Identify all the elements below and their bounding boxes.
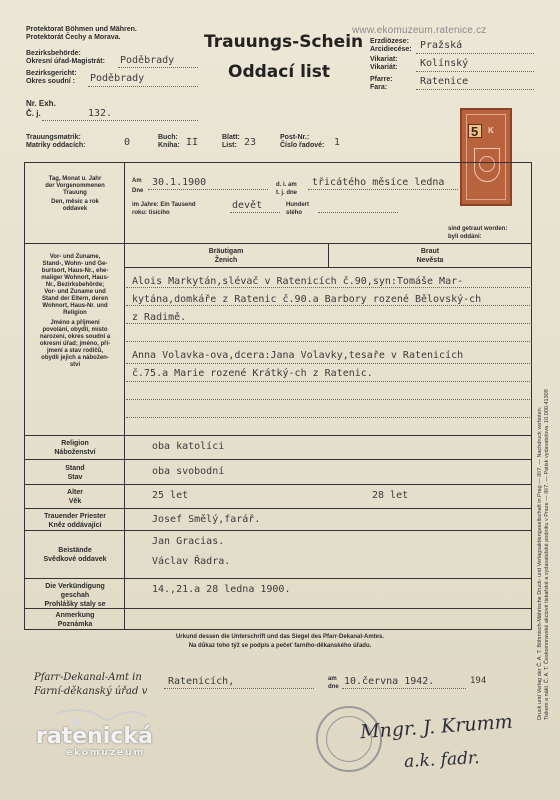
blatt-label-de: Blatt: bbox=[222, 134, 240, 141]
bride-age-value: 28 let bbox=[372, 490, 409, 501]
protektorat-de: Protektorat Böhmen und Mähren. bbox=[26, 26, 137, 33]
zeugen-label: Beistände Svědkové oddavek bbox=[43, 547, 107, 563]
anmerkung-label: Anmerkung Poznámka bbox=[55, 612, 95, 628]
footer-date-value: 10.června 1942. bbox=[344, 676, 435, 687]
groom-line-3: z Radimě. bbox=[132, 312, 187, 323]
am-footer-label: am bbox=[328, 676, 337, 682]
signature-priest: Mngr. J. Krumm bbox=[359, 710, 514, 744]
stamp-unit: K bbox=[488, 126, 494, 135]
protektorat-cz: Protektorát Čechy a Morava. bbox=[26, 34, 121, 41]
urkund-de: Urkund dessen die Unterschrift und das Siegel des Pfarr-Dekanal-Amtes. bbox=[175, 634, 385, 640]
matrik-label-cz: Matriky oddacích: bbox=[26, 142, 86, 149]
erzdioezese-underline bbox=[416, 53, 534, 54]
gericht-underline bbox=[88, 86, 198, 87]
witness-1: Jan Gracias. bbox=[152, 536, 225, 547]
erzdioezese-de: Erzdiözese: bbox=[370, 38, 409, 45]
groom-line-1: Alois Markytán,slévač v Ratenicích č.90,syn:Tomáše Mar- bbox=[132, 276, 464, 287]
date-section-label: Tag, Monat u. Jahr der Vorgenommenen Trauung Den, měsíc a rok oddavek bbox=[45, 176, 105, 212]
amt-label-de: Pfarr-Dekanal-Amt in bbox=[34, 672, 142, 683]
verkuendigung-value: 14.,21.a 28 ledna 1900. bbox=[152, 584, 291, 595]
religion-label: Religion Náboženství bbox=[54, 440, 96, 456]
alter-label: Alter Věk bbox=[67, 489, 83, 505]
im-jahre-cz: roku: tisícího bbox=[132, 210, 170, 216]
priester-label: Trauender Priester Kněz oddávající bbox=[44, 513, 106, 529]
getraut-de: sind getraut worden: bbox=[448, 226, 508, 232]
pfarre-underline bbox=[416, 89, 534, 90]
am-label: Am bbox=[132, 178, 142, 184]
logo-line-2: ekomuzeum bbox=[66, 748, 145, 758]
buch-label-cz: Kniha: bbox=[158, 142, 180, 149]
urkund-cz: Na důkaz toho týž se podpis a pečeť farního-děkanského úřadu. bbox=[188, 643, 372, 649]
religion-value: oba katolíci bbox=[152, 441, 225, 452]
exh-underline bbox=[42, 120, 198, 121]
website-watermark: www.ekomuzeum.ratenice.cz bbox=[352, 25, 487, 36]
marriage-date-value: 30.1.1900 bbox=[152, 177, 207, 188]
ratenice-logo bbox=[36, 704, 186, 762]
behoerde-label-cz: Okresní úřad-Magistrát: bbox=[26, 58, 105, 65]
hundert-de: Hundert bbox=[286, 202, 309, 208]
vikariat-cz: Vikariát: bbox=[370, 64, 398, 71]
vikariat-underline bbox=[416, 71, 534, 72]
gericht-label-de: Bezirksgericht: bbox=[26, 70, 77, 77]
buch-value: II bbox=[186, 137, 199, 148]
blatt-value: 23 bbox=[244, 137, 257, 148]
behoerde-value: Poděbrady bbox=[120, 55, 175, 66]
pfarre-value: Ratenice bbox=[420, 76, 469, 87]
gericht-value: Poděbrady bbox=[90, 73, 145, 84]
parties-label: Vor- und Zuname, Stand-, Wohn- und Ge- burtsort, Haus-Nr., ehe- maliger Wohnort, Haus- Nr., Bezirksbehörde; Vor- und Zuname und Stand der Eltern, deren Wohnort, Haus-Nr. und Religion Jméno a příjmení povolání, obydlí, místo narození, okres soudní a okresní úřad; jméno, pří- jmení a stav rodičů, obydlí jejich a nábožen- ství bbox=[39, 254, 111, 368]
d-i-am-label: d. i. am bbox=[276, 182, 297, 188]
vikariat-value: Kolínský bbox=[420, 58, 469, 69]
post-value: 1 bbox=[334, 137, 341, 148]
pfarre-cz: Fara: bbox=[370, 84, 388, 91]
signature-suffix: a.k. fadr. bbox=[403, 748, 481, 772]
erzdioezese-value: Pražská bbox=[420, 40, 463, 51]
erzdioezese-cz: Arcidiecése: bbox=[370, 46, 412, 53]
vikariat-de: Vikariat: bbox=[370, 56, 398, 63]
behoerde-label-de: Bezirksbehörde: bbox=[26, 50, 81, 57]
getraut-cz: byli oddáni: bbox=[448, 234, 482, 240]
groom-line-2: kytána,domkáře z Ratenic č.90.a Barbory rozené Bělovský-ch bbox=[132, 294, 482, 305]
blatt-label-cz: List: bbox=[222, 142, 237, 149]
exh-label-de: Nr. Exh. bbox=[26, 99, 56, 108]
im-jahre-de: im Jahre: Ein Tausend bbox=[132, 202, 196, 208]
witness-2: Václav Řadra. bbox=[152, 556, 231, 567]
logo-line-1: ratenická bbox=[36, 724, 153, 749]
post-label-cz: Číslo řadové: bbox=[280, 142, 325, 149]
priester-value: Josef Smělý,farář. bbox=[152, 514, 261, 525]
groom-header-cz: Ženich bbox=[214, 257, 238, 264]
printer-imprint: Druck und Verlag der Č. A. T. Böhmisch-Mährische Druck- und Verlagsaktiengesellschaft in Prag — III/7. — Nachdruck verboten. Tiskem a nákl. Č. A. T. Českomoravské akciové tiskařské a vydavatelské podniku v Praze — III/7. — Patisk vydavatelova. 10.000.41309 bbox=[537, 389, 550, 720]
year-suffix: 194 bbox=[470, 676, 487, 686]
year-words-value: devět bbox=[232, 200, 263, 211]
pfarre-de: Pfarre: bbox=[370, 76, 393, 83]
post-label-de: Post-Nr.: bbox=[280, 134, 310, 141]
t-j-dne-label: t. j. dne bbox=[276, 190, 297, 196]
matrik-label-de: Trauungsmatrik: bbox=[26, 134, 81, 141]
bride-header-de: Braut bbox=[420, 248, 440, 255]
dne-label: Dne bbox=[132, 188, 144, 194]
title-de: Trauungs-Schein bbox=[204, 32, 364, 52]
bride-line-1: Anna Volavka-ova,dcera:Jana Volavky,tesaře v Ratenicích bbox=[132, 350, 464, 361]
stand-label: Stand Stav bbox=[65, 465, 85, 481]
dne-footer-label: dne bbox=[328, 684, 339, 690]
groom-age-value: 25 let bbox=[152, 490, 189, 501]
gericht-label-cz: Okres soudní : bbox=[26, 78, 76, 85]
place-value: Ratenicích, bbox=[168, 676, 235, 687]
bride-header-cz: Nevěsta bbox=[416, 257, 444, 264]
title-cz: Oddací list bbox=[228, 62, 330, 82]
buch-label-de: Buch: bbox=[158, 134, 178, 141]
groom-header-de: Bräutigam bbox=[208, 248, 244, 255]
day-words-value: třicátého měsíce ledna bbox=[312, 177, 445, 188]
matrik-value: 0 bbox=[124, 137, 131, 148]
bride-line-2: č.75.a Marie rozené Krátký-ch z Ratenic. bbox=[132, 368, 373, 379]
exh-label-cz: Č. j. bbox=[26, 109, 41, 118]
exh-value: 132. bbox=[88, 108, 113, 119]
behoerde-underline bbox=[118, 67, 198, 68]
stamp-value: 5 bbox=[471, 124, 479, 139]
hundert-cz: stého bbox=[286, 210, 303, 216]
stand-value: oba svobodní bbox=[152, 466, 225, 477]
amt-label-cz: Farní-děkanský úřad v bbox=[34, 686, 148, 697]
verkuendigung-label: Die Verkündigung geschah Prohlášky staly se bbox=[44, 583, 106, 608]
